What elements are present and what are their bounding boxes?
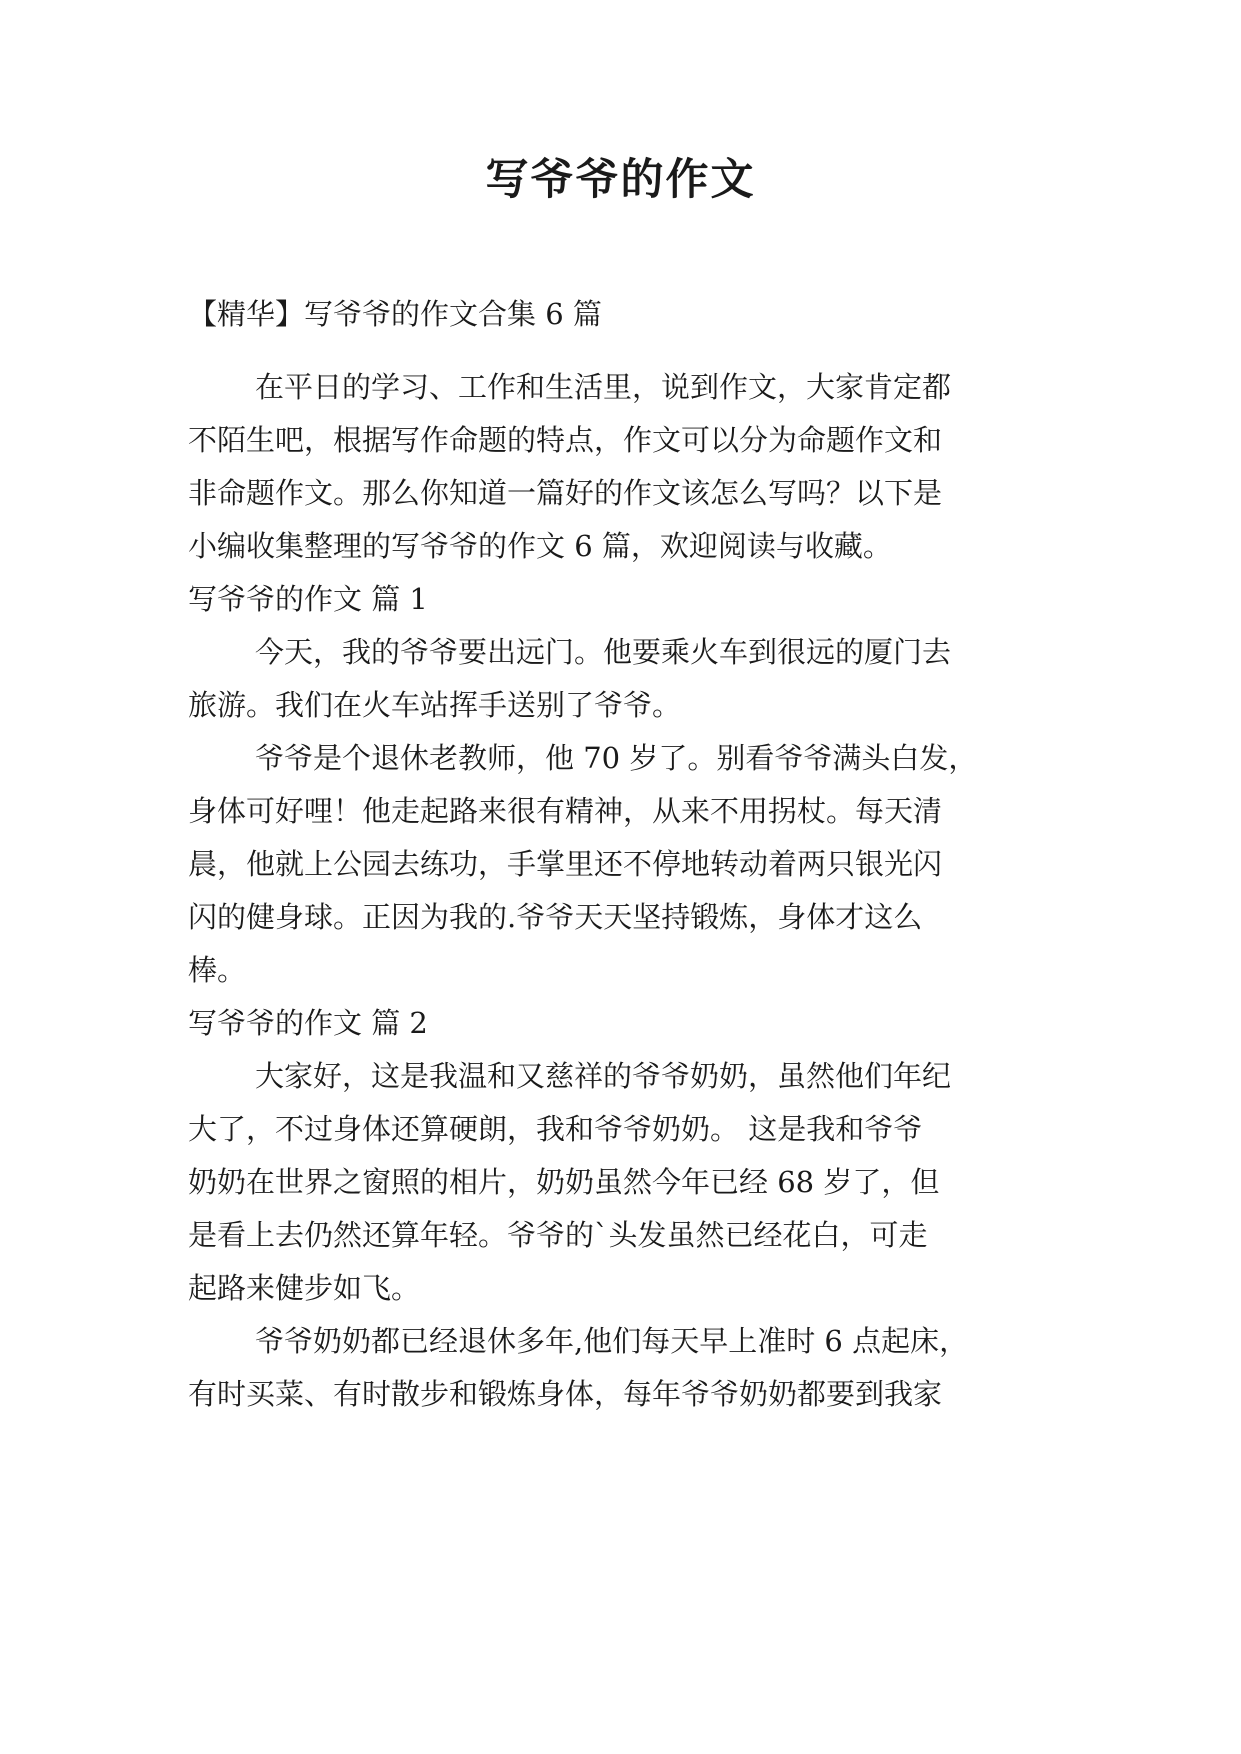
essay1-line-3: 爷爷是个退休老教师，他 70 岁了。别看爷爷满头白发， — [255, 741, 978, 775]
document-title: 写爷爷的作文 — [485, 155, 756, 205]
document-subtitle: 【精华】写爷爷的作文合集 6 篇 — [188, 297, 602, 331]
intro-line-4: 小编收集整理的写爷爷的作文 6 篇，欢迎阅读与收藏。 — [188, 529, 892, 563]
essay2-line-1: 大家好，这是我温和又慈祥的爷爷奶奶，虽然他们年纪 — [255, 1059, 952, 1093]
essay2-line-3: 奶奶在世界之窗照的相片，奶奶虽然今年已经 68 岁了，但 — [188, 1165, 940, 1199]
intro-line-2: 不陌生吧，根据写作命题的特点，作文可以分为命题作文和 — [188, 423, 943, 457]
essay2-line-6: 爷爷奶奶都已经退休多年,他们每天早上准时 6 点起床， — [255, 1324, 969, 1358]
essay2-line-2: 大了，不过身体还算硬朗，我和爷爷奶奶。 这是我和爷爷 — [188, 1112, 923, 1146]
essay2-line-4: 是看上去仍然还算年轻。爷爷的`头发虽然已经花白，可走 — [188, 1218, 928, 1252]
essay1-line-7: 棒。 — [188, 953, 247, 987]
essay1-line-6: 闪的健身球。正因为我的.爷爷天天坚持锻炼，身体才这么 — [188, 900, 923, 934]
essay2-line-5: 起路来健步如飞。 — [188, 1271, 421, 1305]
essay1-line-2: 旅游。我们在火车站挥手送别了爷爷。 — [188, 688, 682, 722]
essay2-line-7: 有时买菜、有时散步和锻炼身体，每年爷爷奶奶都要到我家 — [188, 1377, 943, 1411]
section-heading-1: 写爷爷的作文 篇 1 — [188, 582, 428, 616]
essay1-line-1: 今天，我的爷爷要出远门。他要乘火车到很远的厦门去 — [255, 635, 952, 669]
section-heading-2: 写爷爷的作文 篇 2 — [188, 1006, 428, 1040]
essay1-line-5: 晨，他就上公园去练功，手掌里还不停地转动着两只银光闪 — [188, 847, 943, 881]
intro-line-1: 在平日的学习、工作和生活里，说到作文，大家肯定都 — [255, 370, 952, 404]
intro-line-3: 非命题作文。那么你知道一篇好的作文该怎么写吗？以下是 — [188, 476, 943, 510]
essay1-line-4: 身体可好哩！他走起路来很有精神，从来不用拐杖。每天清 — [188, 794, 943, 828]
